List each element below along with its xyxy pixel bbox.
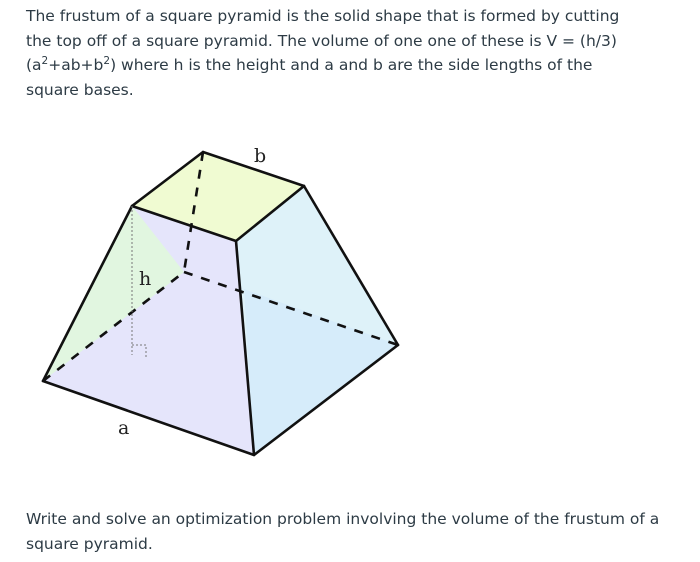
intro-formula-close: ) where h is the height and a and b are the side lengths of the square bases. (26, 56, 593, 99)
label-height: h (139, 268, 152, 290)
label-top-side: b (254, 145, 267, 167)
intro-text: The frustum of a square pyramid is the solid shape that is formed by cutting the top off of a square pyramid. The volume of one one of these is V = (h/3) (26, 7, 620, 50)
intro-formula-middle: +ab+b (48, 56, 104, 74)
exponent-a-squared: 2 (41, 54, 49, 67)
exponent-b-squared: 2 (103, 54, 111, 67)
intro-formula-open: (a (26, 56, 42, 74)
label-bottom-side: a (118, 417, 130, 439)
problem-prompt: Write and solve an optimization problem involving the volume of the frustum of a square pyramid. (26, 510, 660, 553)
